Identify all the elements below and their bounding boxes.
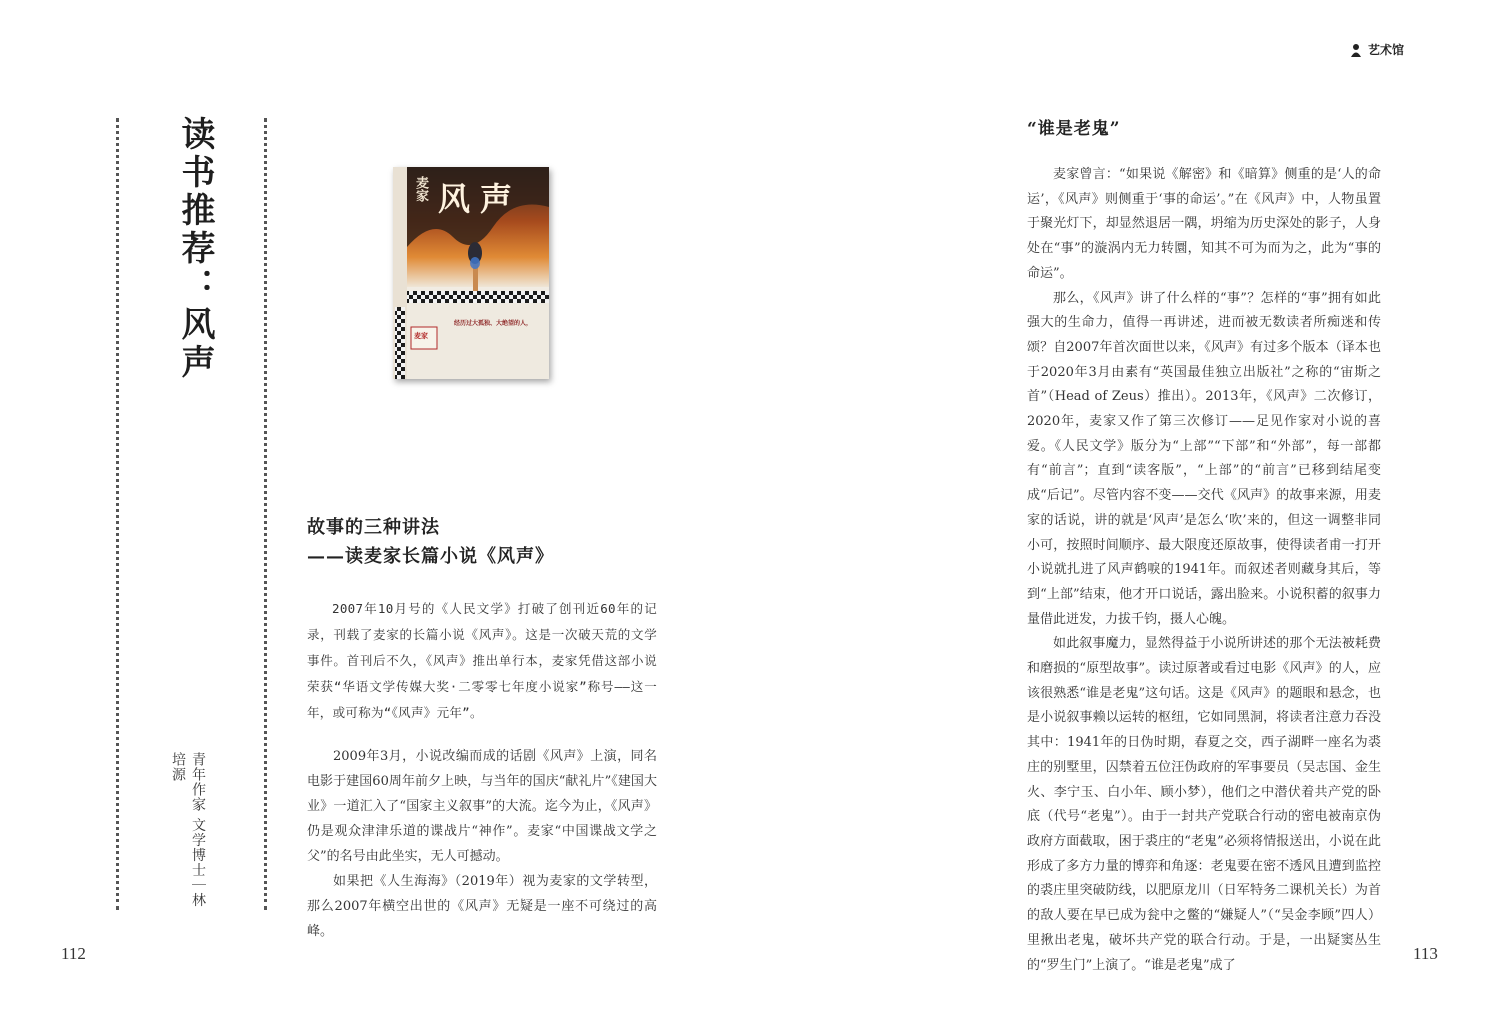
page-number-right: 113 [1413, 944, 1438, 963]
article-title: 故事的三种讲法 [307, 517, 440, 538]
right-paragraph-3: 如此叙事魔力，显然得益于小说所讲述的那个无法被耗费和磨损的“原型故事”。读过原著或看过电影《风声》的人，应该很熟悉“谁是老鬼”这句话。这是《风声》的题眼和悬念，也是小说叙事赖以运转的枢纽，它如同黑洞，将读者注意力吞没其中：1941年的日伪时期，春夏之交，西子湖畔一座名为裘庄的别墅里，囚禁着五位汪伪政府的军事要员（吴志国、金生火、李宁玉、白小年、顾小梦），他们之中潜伏着共产党的卧底（代号“老鬼”）。由于一封共产党联合行动的密电被南京伪政府方面截取，困于裘庄的“老鬼”必须将情报送出，小说在此形成了多方力量的博弈和角逐：老鬼要在密不透风且遭到监控的裘庄里突破防线，以肥原龙川（日军特务二课机关长）为首的敌人要在早已成为瓮中之鳖的“嫌疑人”（“吴金李顾”四人）里揪出老鬼，破坏共产党的联合行动。于是，一出疑窦丛生的“罗生门”上演了。“谁是老鬼”成了 [1027, 636, 1381, 973]
right-page [750, 0, 1500, 1025]
cover-badge: 麦家 [414, 331, 428, 340]
section-heading: “谁是老鬼” [1027, 119, 1121, 139]
left-dotted-rule [116, 118, 119, 910]
column-title: 读书推荐：风声 [175, 116, 215, 382]
body-column-left [307, 744, 657, 944]
section-logo [1348, 41, 1404, 58]
right-paragraph-1: 麦家曾言：“如果说《解密》和《暗算》侧重的是‘人的命运’，《风声》则侧重于‘事的命运’。”在《风声》中，人物虽置于聚光灯下，却显然退居一隅，坍缩为历史深处的影子，人身处在“事”的漩涡内无力转圜，知其不可为而为之，此为“事的命运”。 [1027, 167, 1381, 281]
art-museum-icon [1348, 42, 1364, 58]
cover-blurb: 经历过大孤独、大绝望的人， [454, 320, 533, 327]
paragraph-2: 2009年3月，小说改编而成的话剧《风声》上演，同名电影于建国60周年前夕上映，与当年的国庆“献礼片”《建国大业》一道汇入了“国家主义叙事”的大流。迄今为止，《风声》仍是观众津津乐道的谍战片“神作”。麦家“中国谍战文学之父”的名号由此坐实，无人可撼动。 [307, 749, 657, 864]
paragraph-3: 如果把《人生海海》（2019年）视为麦家的文学转型，那么2007年横空出世的《风声》无疑是一座不可绕过的高峰。 [307, 874, 657, 939]
logo-text: 艺术馆 [1368, 43, 1405, 57]
author-credit: 青年作家 文学博士｜林培源 [170, 752, 206, 908]
intro-paragraph [307, 596, 657, 726]
right-dotted-rule [264, 118, 267, 910]
intro-paragraph-text: 2007年10月号的《人民文学》打破了创刊近60年的记录，刊载了麦家的长篇小说《风声》。这是一次破天荒的文学事件。首刊后不久，《风声》推出单行本，麦家凭借这部小说荣获“华语文学传媒大奖·二零零七年度小说家”称号——这一年，或可称为“《风声》元年”。 [307, 601, 657, 720]
right-paragraph-2: 那么，《风声》讲了什么样的“事”？怎样的“事”拥有如此强大的生命力，值得一再讲述，进而被无数读者所痴迷和传颂？自2007年首次面世以来，《风声》有过多个版本（译本也于2020年3月由素有“英国最佳独立出版社”之称的“宙斯之首”（Head of Zeus）推出）。2013年，《风声》二次修订，2020年，麦家又作了第三次修订——足见作家对小说的喜爱。《人民文学》版分为“上部”“下部”和“外部”，每一部都有“前言”；直到“读客版”，“上部”的“前言”已移到结尾变成“后记”。尽管内容不变——交代《风声》的故事来源，用麦家的话说，讲的就是‘风声’是怎么‘吹’来的，但这一调整非同小可，按照时间顺序、最大限度还原故事，使得读者甫一打开小说就扎进了风声鹤唳的1941年。而叙述者则藏身其后，等到“上部”结束，他才开口说话，露出脸来。小说积蓄的叙事力量借此迸发，力拔千钧，摄人心魄。 [1027, 290, 1381, 627]
cover-author: 麦家 [413, 176, 428, 202]
body-column-right [1027, 163, 1381, 978]
cover-title: 风声 [438, 180, 523, 218]
article-subtitle: ——读麦家长篇小说《风声》 [307, 546, 554, 567]
page-number-left: 112 [61, 944, 86, 963]
